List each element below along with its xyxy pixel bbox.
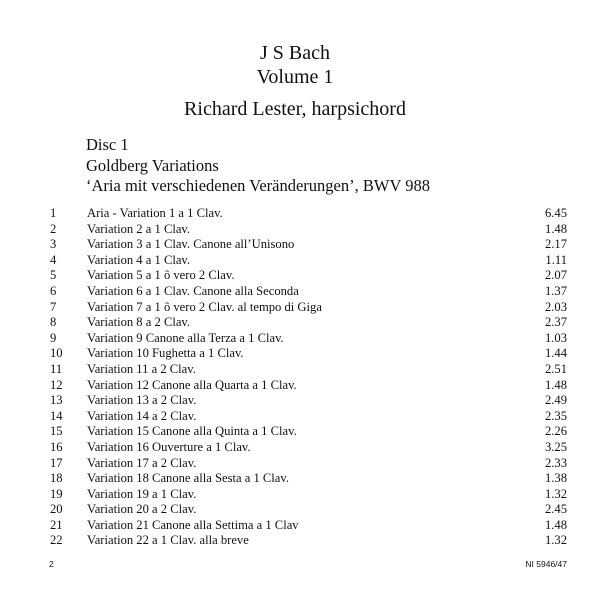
track-title: Variation 15 Canone alla Quinta a 1 Clav. <box>87 424 297 439</box>
track-title: Variation 4 a 1 Clav. <box>87 252 191 267</box>
track-title: Variation 17 a 2 Clav. <box>87 455 197 470</box>
track-row <box>50 315 567 331</box>
track-title: Variation 9 Canone alla Terza a 1 Clav. <box>87 330 284 345</box>
track-title: Variation 10 Fughetta a 1 Clav. <box>87 346 244 361</box>
track-duration: 1.37 <box>544 283 567 298</box>
track-number: 20 <box>50 502 63 517</box>
page-number: 2 <box>49 559 54 569</box>
track-duration: 1.32 <box>544 533 567 548</box>
track-duration: 2.45 <box>544 502 567 517</box>
track-number: 12 <box>50 377 63 392</box>
track-number: 7 <box>50 299 57 314</box>
track-row <box>50 362 567 378</box>
track-number: 2 <box>50 221 57 236</box>
track-row <box>50 331 567 347</box>
track-title: Variation 21 Canone alla Settima a 1 Clav <box>87 517 299 532</box>
track-number: 4 <box>50 252 57 267</box>
track-duration: 2.51 <box>544 361 567 376</box>
disc-info <box>86 135 430 197</box>
track-row <box>50 502 567 518</box>
track-title: Variation 13 a 2 Clav. <box>87 393 197 408</box>
track-title: Variation 14 a 2 Clav. <box>87 408 197 423</box>
track-row <box>50 284 567 300</box>
track-title: Variation 2 a 1 Clav. <box>87 221 191 236</box>
disc-label: Disc 1 <box>86 135 129 154</box>
track-title: Variation 18 Canone alla Sesta a 1 Clav. <box>87 471 290 486</box>
track-row <box>50 237 567 253</box>
track-number: 22 <box>50 533 63 548</box>
track-duration: 2.35 <box>544 408 567 423</box>
track-title: Variation 11 a 2 Clav. <box>87 361 196 376</box>
track-row <box>50 222 567 238</box>
track-duration: 2.17 <box>544 237 567 252</box>
track-number: 1 <box>50 206 57 220</box>
track-duration: 2.37 <box>544 315 567 330</box>
track-number: 10 <box>50 346 63 361</box>
track-duration: 1.44 <box>544 346 567 361</box>
track-number: 6 <box>50 283 57 298</box>
track-title: Variation 3 a 1 Clav. Canone all’Unisono <box>87 237 295 252</box>
track-number: 16 <box>50 439 63 454</box>
track-number: 8 <box>50 315 57 330</box>
track-number: 18 <box>50 471 63 486</box>
work-subtitle: ‘Aria mit verschiedenen Veränderungen’, BWV 988 <box>86 176 430 195</box>
track-duration: 2.33 <box>544 455 567 470</box>
track-duration: 1.38 <box>544 471 567 486</box>
track-number: 3 <box>50 237 57 252</box>
work-title: Goldberg Variations <box>86 155 219 175</box>
track-row <box>50 393 567 409</box>
track-duration: 1.32 <box>544 486 567 501</box>
track-duration: 1.48 <box>544 377 567 392</box>
track-row <box>50 378 567 394</box>
performer: Richard Lester, harpsichord <box>184 98 406 120</box>
track-title: Variation 22 a 1 Clav. alla breve <box>87 533 249 548</box>
track-number: 17 <box>50 455 63 470</box>
track-title: Aria - Variation 1 a 1 Clav. <box>87 206 223 220</box>
composer: J S Bach <box>260 42 330 64</box>
track-number: 13 <box>50 393 63 408</box>
track-title: Variation 19 a 1 Clav. <box>87 486 197 501</box>
header <box>0 41 590 121</box>
track-duration: 2.49 <box>544 393 567 408</box>
track-duration: 2.07 <box>544 268 567 283</box>
volume: Volume 1 <box>256 66 334 88</box>
track-number: 21 <box>50 517 63 532</box>
track-row <box>50 268 567 284</box>
track-duration: 1.48 <box>544 221 567 236</box>
track-row <box>50 518 567 534</box>
track-row <box>50 424 567 440</box>
track-row <box>50 253 567 269</box>
track-duration: 3.25 <box>544 439 567 454</box>
track-row <box>50 300 567 316</box>
track-number: 9 <box>50 330 57 345</box>
track-number: 11 <box>50 361 63 376</box>
track-title: Variation 6 a 1 Clav. Canone alla Seconda <box>87 283 299 298</box>
track-row <box>50 456 567 472</box>
track-title: Variation 12 Canone alla Quarta a 1 Clav. <box>87 377 297 392</box>
track-duration: 1.48 <box>544 517 567 532</box>
track-duration: 1.03 <box>544 330 567 345</box>
track-title: Variation 5 a 1 ô vero 2 Clav. <box>87 268 235 283</box>
track-number: 19 <box>50 486 63 501</box>
track-number: 15 <box>50 424 63 439</box>
catalogue-number: NI 5946/47 <box>525 559 567 569</box>
track-row <box>50 206 567 222</box>
track-row <box>50 409 567 425</box>
track-duration: 6.45 <box>544 206 567 220</box>
track-row <box>50 471 567 487</box>
track-number: 5 <box>50 268 57 283</box>
track-row <box>50 440 567 456</box>
track-duration: 2.03 <box>544 299 567 314</box>
track-row <box>50 487 567 503</box>
track-duration: 1.11 <box>545 252 567 267</box>
track-row <box>50 533 567 549</box>
track-row <box>50 346 567 362</box>
track-list <box>50 206 567 549</box>
track-title: Variation 16 Ouverture a 1 Clav. <box>87 439 251 454</box>
track-number: 14 <box>50 408 63 423</box>
track-title: Variation 20 a 2 Clav. <box>87 502 197 517</box>
track-duration: 2.26 <box>544 424 567 439</box>
track-title: Variation 8 a 2 Clav. <box>87 315 191 330</box>
track-title: Variation 7 a 1 ô vero 2 Clav. al tempo di Giga <box>87 299 322 314</box>
